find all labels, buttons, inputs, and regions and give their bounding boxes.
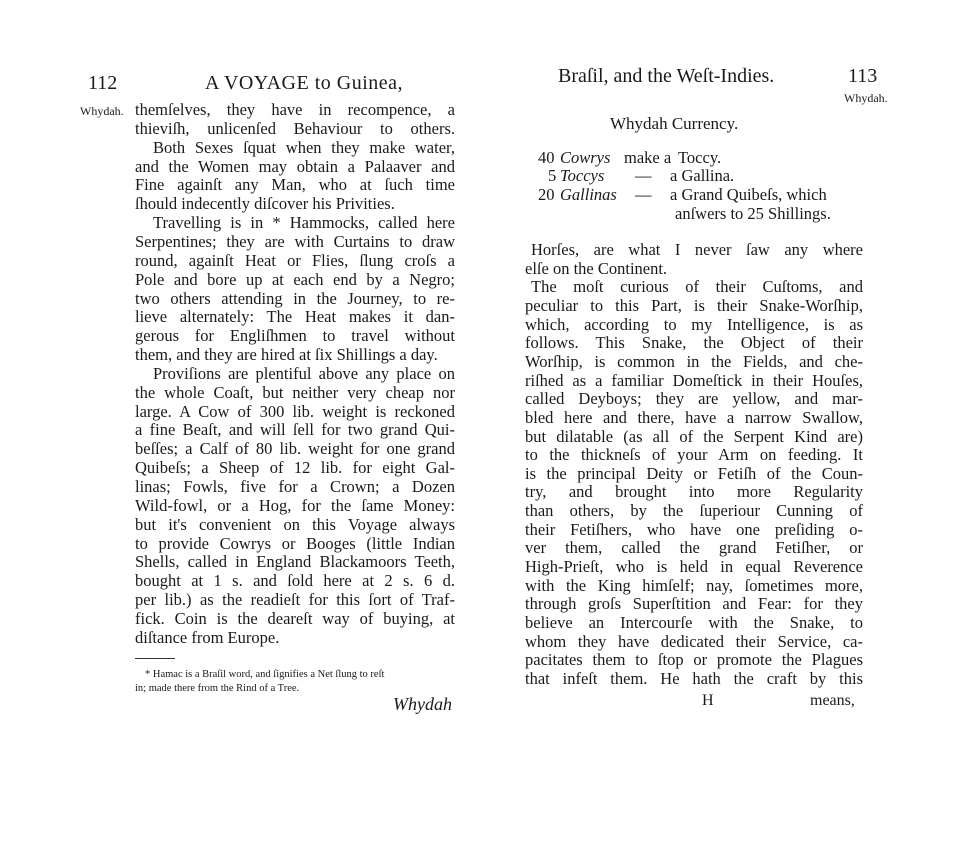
section-heading: Whydah Currency. (610, 114, 739, 133)
text-line: Pole and bore up at each end by a Negro; (135, 269, 455, 289)
text-line: but dilatable (as all of the Serpent Kind are) (525, 426, 863, 446)
text-line: that infeſt them. He hath the craft by this (525, 668, 863, 688)
text-line: large. A Cow of 300 lib. weight is reckoned (135, 401, 455, 421)
footnote-rule (135, 658, 175, 659)
currency-unit: Cowrys (560, 148, 611, 167)
text-line: fick. Coin is the deareſt way of buying, at (135, 608, 455, 628)
footnote-line: in; made there from the Rind of a Tree. (135, 683, 300, 694)
currency-dash: — (635, 166, 652, 185)
catchword: Whydah (393, 694, 452, 714)
margin-note: Whydah. (844, 91, 888, 105)
text-line: per lib.) as the readieſt for this ſort of Traf- (135, 590, 455, 610)
page-number: 112 (88, 72, 118, 94)
text-line: thieviſh, unlicenſed Behaviour to others. (135, 118, 455, 138)
text-line: peculiar to this Part, is their Snake-Worſhip, (525, 295, 863, 315)
text-line: with the King himſelf; nay, ſometimes more, (525, 575, 863, 595)
text-line: try, and brought into more Regularity (525, 482, 863, 502)
currency-equals: Toccy. (678, 148, 722, 167)
currency-equals: a Grand Quibeſs, which (670, 185, 827, 204)
text-line: round, againſt Heat or Flies, ſlung croſs a (135, 250, 455, 270)
text-line: lieve alternately: The Heat makes it dan- (135, 307, 455, 327)
text-line: ſhould indecently diſcover his Privities. (135, 194, 395, 214)
currency-dash: — (635, 185, 652, 204)
currency-verb: make a (624, 148, 672, 167)
text-line: called Deyboys; they are yellow, and mar- (525, 389, 863, 409)
text-line: Both Sexes ſquat when they make water, (153, 137, 455, 157)
text-line: The moſt curious of their Cuſtoms, and (531, 277, 863, 297)
catchword: means, (810, 692, 855, 709)
text-line: High-Prieſt, who is held in equal Reverence (525, 557, 863, 577)
text-line: ver them, called the grand Fetiſher, or (525, 538, 863, 558)
text-line: to provide Cowrys or Booges (little Indian (135, 533, 455, 553)
currency-equals: a Gallina. (670, 166, 735, 185)
currency-continuation: anſwers to 25 Shillings. (675, 204, 831, 223)
text-line: a fine Beaſt, and will ſell for two grand Qui- (135, 420, 455, 440)
text-line: follows. This Snake, the Object of their (525, 333, 863, 353)
currency-count: 40 (538, 148, 555, 167)
text-line: Travelling is in * Hammocks, called here (153, 213, 455, 233)
text-line: and the Women may obtain a Palaaver and (135, 156, 455, 176)
text-line: Quibeſs; a Sheep of 12 lib. for eight Gal- (135, 458, 455, 478)
text-line: elſe on the Continent. (525, 258, 668, 278)
text-line: Proviſions are plentiful above any place on (153, 363, 455, 383)
text-line: whom they have dedicated their Service, ca- (525, 631, 863, 651)
text-line: to the thickneſs of your Arm on feeding. It (525, 445, 863, 465)
running-head: A VOYAGE to Guinea, (205, 72, 404, 94)
page-number: 113 (848, 65, 878, 87)
text-line: bought at 1 s. and ſold here at 2 s. 6 d. (135, 571, 455, 591)
text-line: through groſs Superſtition and Fear: for they (525, 594, 863, 614)
currency-count: 5 (548, 166, 557, 185)
left-page (0, 0, 470, 846)
signature-mark: H (702, 692, 714, 709)
text-line: riſhed as a familiar Domeſtick in their Houſes, (525, 370, 863, 390)
text-line: their Fetiſhers, who have one preſiding o- (525, 519, 863, 539)
text-line: pacitates them to ſtop or promote the Plagues (525, 650, 863, 670)
text-line: Wild-fowl, or a Hog, for the ſame Money: (135, 495, 455, 515)
text-line: believe an Intercourſe with the Snake, to (525, 613, 863, 632)
text-line: Worſhip, is common in the Fields, and che- (525, 351, 863, 371)
text-line: linas; Fowls, five for a Crown; a Dozen (135, 477, 455, 496)
footnote-line: * Hamac is a Braſil word, and ſignifies a Net ſlung to reſt (145, 669, 385, 680)
right-page (500, 0, 900, 846)
currency-unit: Gallinas (560, 185, 617, 204)
text-line: is the principal Deity or Fetiſh of the Coun- (525, 463, 863, 483)
text-line: them, and they are hired at ſix Shillings a day. (135, 345, 438, 365)
text-line: Horſes, are what I never ſaw any where (531, 240, 863, 259)
margin-note: Whydah. (80, 104, 124, 118)
currency-unit: Toccys (560, 166, 605, 185)
text-line: Serpentines; they are with Curtains to draw (135, 231, 455, 251)
text-line: diſtance from Europe. (135, 627, 280, 647)
text-line: which, according to my Intelligence, is as (525, 314, 863, 334)
currency-count: 20 (538, 185, 555, 204)
text-line: themſelves, they have in recompence, a (135, 100, 455, 119)
text-line: than others, by the ſuperiour Cunning of (525, 501, 863, 521)
text-line: Fine againſt any Man, who at ſuch time (135, 175, 455, 195)
text-line: the whole Coaſt, but neither very cheap nor (135, 382, 455, 402)
text-line: Shells, called in England Blackamoors Teeth, (135, 552, 455, 572)
text-line: beſſes; a Calf of 80 lib. weight for one grand (135, 439, 455, 459)
text-line: bled here and there, have a narrow Swallow, (525, 407, 863, 427)
running-head: Braſil, and the Weſt-Indies. (558, 65, 775, 87)
text-line: gerous for Engliſhmen to travel without (135, 326, 455, 346)
text-line: but it's convenient on this Voyage always (135, 514, 455, 534)
text-line: two others attending in the Journey, to re- (135, 288, 455, 308)
